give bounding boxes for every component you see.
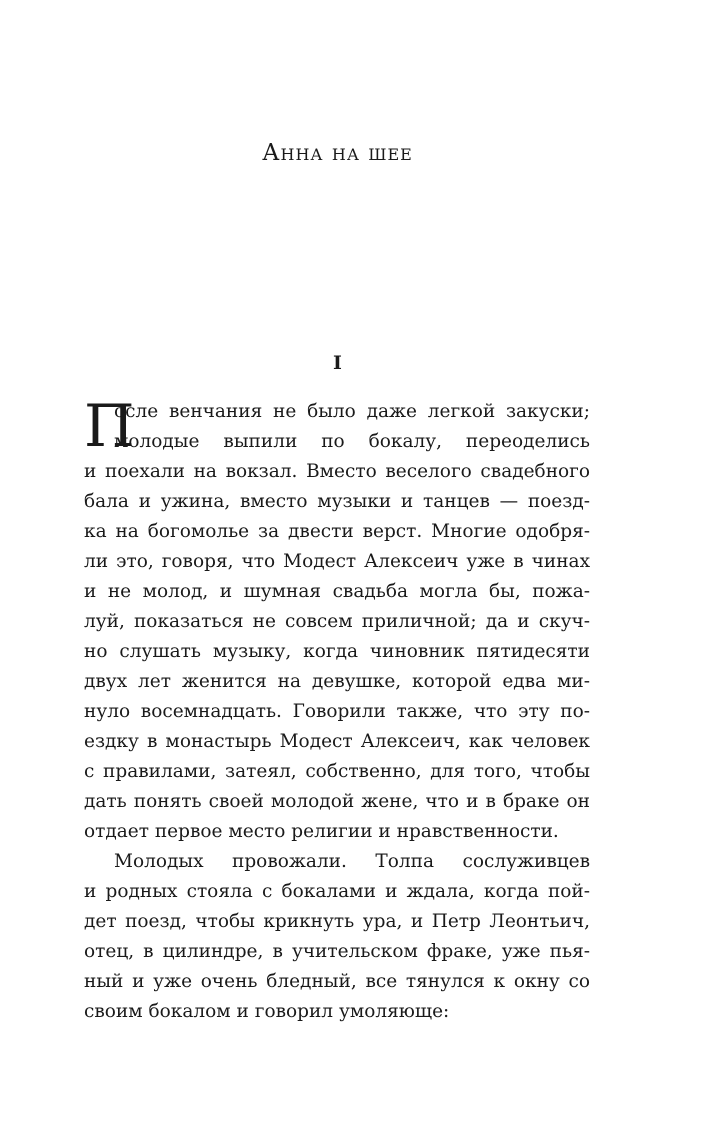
text-line: и не молод, и шумная свадьба могла бы, пожа- xyxy=(84,581,590,602)
text-line: осле венчания не было даже легкой закуски; xyxy=(114,401,590,422)
text-line: Молодых провожали. Толпа сослуживцев xyxy=(114,851,590,872)
text-line: ка на богомолье за двести верст. Многие одобря- xyxy=(84,521,590,542)
text-line: отдает первое место религии и нравственности. xyxy=(84,821,559,842)
text-line: дет поезд, чтобы крикнуть ура, и Петр Леонтьич, xyxy=(84,911,590,932)
text-line: молодые выпили по бокалу, переоделись xyxy=(114,431,590,452)
text-line: своим бокалом и говорил умоляюще: xyxy=(84,1001,450,1022)
text-line: нуло восемнадцать. Говорили также, что эту по- xyxy=(84,701,590,722)
text-line: и поехали на вокзал. Вместо веселого свадебного xyxy=(84,461,590,482)
body-text xyxy=(84,392,590,1027)
text-line: с правилами, затеял, собственно, для того, чтобы xyxy=(84,761,590,782)
text-line: и родных стояла с бокалами и ждала, когда пой- xyxy=(84,881,590,902)
text-line: ный и уже очень бледный, все тянулся к окну со xyxy=(84,971,590,992)
text-line: ли это, говоря, что Модест Алексеич уже в чинах xyxy=(84,551,590,572)
text-line: двух лет женится на девушке, которой едва ми- xyxy=(84,671,590,692)
text-line: но слушать музыку, когда чиновник пятидесяти xyxy=(84,641,590,662)
text-line: отец, в цилиндре, в учительском фраке, уже пья- xyxy=(84,941,590,962)
story-title: Анна на шее xyxy=(262,140,413,166)
text-line: луй, показаться не совсем приличной; да и скуч- xyxy=(84,611,590,632)
chapter-number: I xyxy=(333,352,342,374)
text-line: бала и ужина, вместо музыки и танцев — поезд- xyxy=(84,491,590,512)
text-line: ездку в монастырь Модест Алексеич, как человек xyxy=(84,731,590,752)
text-line: дать понять своей молодой жене, что и в браке он xyxy=(84,791,590,812)
drop-cap: П xyxy=(84,392,135,460)
